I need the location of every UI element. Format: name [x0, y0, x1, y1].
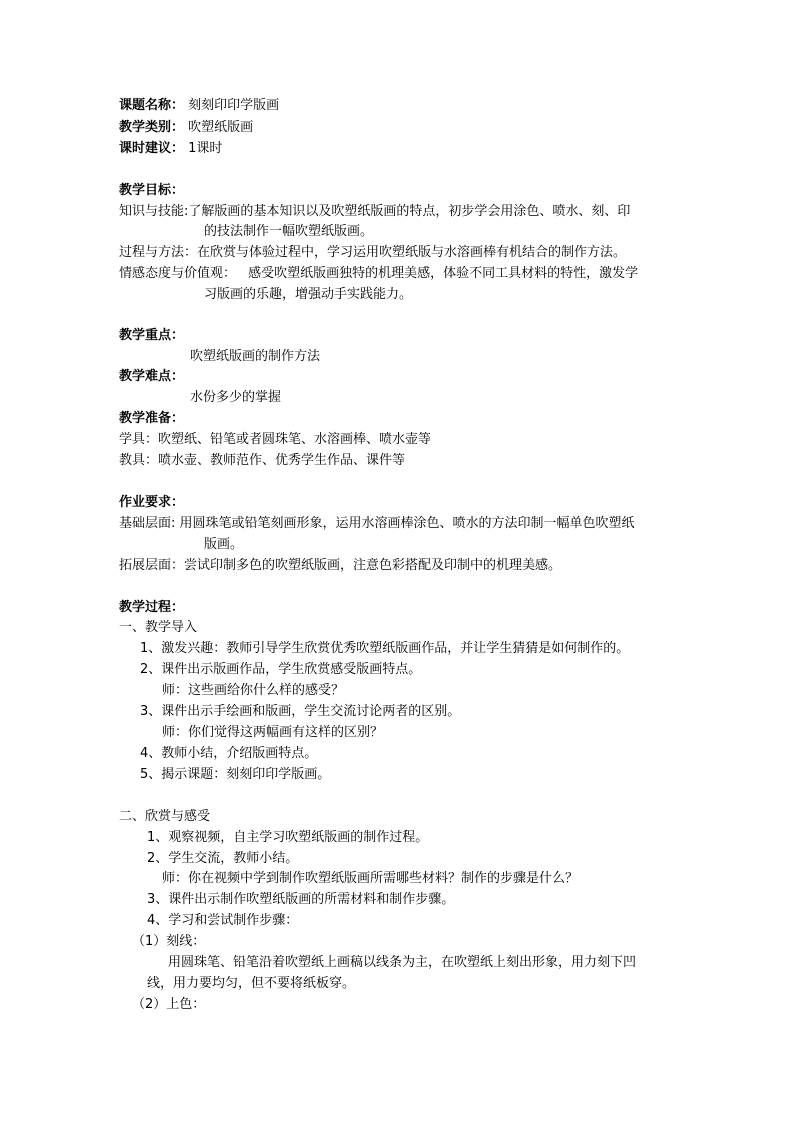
emotion-label: 情感态度与价值观：	[119, 266, 237, 281]
difficulty-text: 水份多少的掌握	[190, 390, 282, 405]
objectives-heading: 教学目标：	[119, 183, 185, 198]
step1-text-continued: 线，用力要均匀，但不要将纸板穿。	[147, 976, 356, 991]
homework-extended-text: 尝试印制多色的吹塑纸版画，注意色彩搭配及印制中的机理美感。	[184, 558, 562, 573]
teaching-type-label: 教学类别：	[119, 120, 185, 135]
course-title-value: 刻刻印印学版画	[188, 98, 280, 113]
homework-basic-text: 用圆珠笔或铅笔刻画形象，运用水溶画棒涂色、喷水的方法印制一幅单色吹塑纸	[179, 516, 635, 531]
class-hours-label: 课时建议：	[119, 141, 185, 156]
homework-heading: 作业要求：	[119, 495, 185, 510]
homework-basic-row	[119, 514, 635, 534]
homework-basic-continued: 版画。	[204, 537, 244, 552]
step1-text: 用圆珠笔、铅笔沿着吹塑纸上画稿以线条为主，在吹塑纸上刻出形象，用力刻下凹	[168, 955, 637, 970]
list-item: 1、观察视频，自主学习吹塑纸版画的制作过程。	[147, 830, 429, 845]
emotion-text-continued: 习版画的乐趣，增强动手实践能力。	[204, 287, 413, 302]
list-item: 1、激发兴趣：教师引导学生欣赏优秀吹塑纸版画作品，并让学生猜猜是如何制作的。	[140, 641, 630, 656]
list-item: 4、教师小结，介绍版画特点。	[140, 746, 318, 761]
course-title-row	[119, 96, 279, 116]
step1-title: （1）刻线：	[132, 934, 206, 949]
class-hours-row	[119, 139, 222, 159]
knowledge-text: 了解版画的基本知识以及吹塑纸版画的特点，初步学会用涂色、喷水、刻、印	[188, 204, 631, 219]
teacher-question: 师：你在视频中学到制作吹塑纸版画所需哪些材料？制作的步骤是什么？	[162, 871, 579, 886]
part1-title: 一、教学导入	[119, 620, 198, 635]
process-method-label: 过程与方法：	[119, 245, 198, 260]
course-title-label: 课题名称：	[119, 98, 185, 113]
list-item: 4、学习和尝试制作步骤：	[147, 913, 299, 928]
knowledge-label: 知识与技能:	[119, 204, 189, 219]
class-hours-value: 1课时	[188, 141, 223, 156]
knowledge-text-continued: 的技法制作一幅吹塑纸版画。	[204, 224, 374, 239]
part2-title: 二、欣赏与感受	[119, 809, 211, 824]
teaching-type-value: 吹塑纸版画	[188, 120, 254, 135]
teaching-type-row	[119, 118, 253, 138]
list-item: 3、课件出示制作吹塑纸版画的所需材料和制作步骤。	[147, 892, 455, 907]
list-item: 2、学生交流，教师小结。	[147, 851, 299, 866]
homework-extended-row	[119, 556, 561, 576]
emotion-row	[119, 264, 638, 284]
teacher-materials: 教具：喷水壶、教师范作、优秀学生作品、课件等	[119, 453, 406, 468]
homework-extended-label: 拓展层面：	[119, 558, 185, 573]
key-point-heading: 教学重点：	[119, 328, 185, 343]
homework-basic-label: 基础层面:	[119, 516, 176, 531]
list-item: 5、揭示课题：刻刻印印学版画。	[140, 767, 331, 782]
list-item: 2、课件出示版画作品，学生欣赏感受版画特点。	[140, 662, 422, 677]
teacher-question: 师：这些画给你什么样的感受？	[162, 683, 345, 698]
emotion-text: 感受吹塑纸版画独特的机理美感，体验不同工具材料的特性，激发学	[248, 266, 639, 281]
teacher-question: 师：你们觉得这两幅画有这样的区别？	[162, 725, 384, 740]
key-point-text: 吹塑纸版画的制作方法	[190, 349, 321, 364]
student-materials: 学具：吹塑纸、铅笔或者圆珠笔、水溶画棒、喷水壶等	[119, 432, 432, 447]
knowledge-row	[119, 202, 630, 222]
process-method-row	[119, 243, 626, 263]
preparation-heading: 教学准备：	[119, 411, 185, 426]
process-method-text: 在欣赏与体验过程中，学习运用吹塑纸版与水溶画棒有机结合的制作方法。	[197, 245, 627, 260]
difficulty-heading: 教学难点：	[119, 369, 185, 384]
process-heading: 教学过程：	[119, 600, 185, 615]
list-item: 3、课件出示手绘画和版画，学生交流讨论两者的区别。	[140, 704, 461, 719]
step2-title: （2）上色：	[132, 997, 206, 1012]
